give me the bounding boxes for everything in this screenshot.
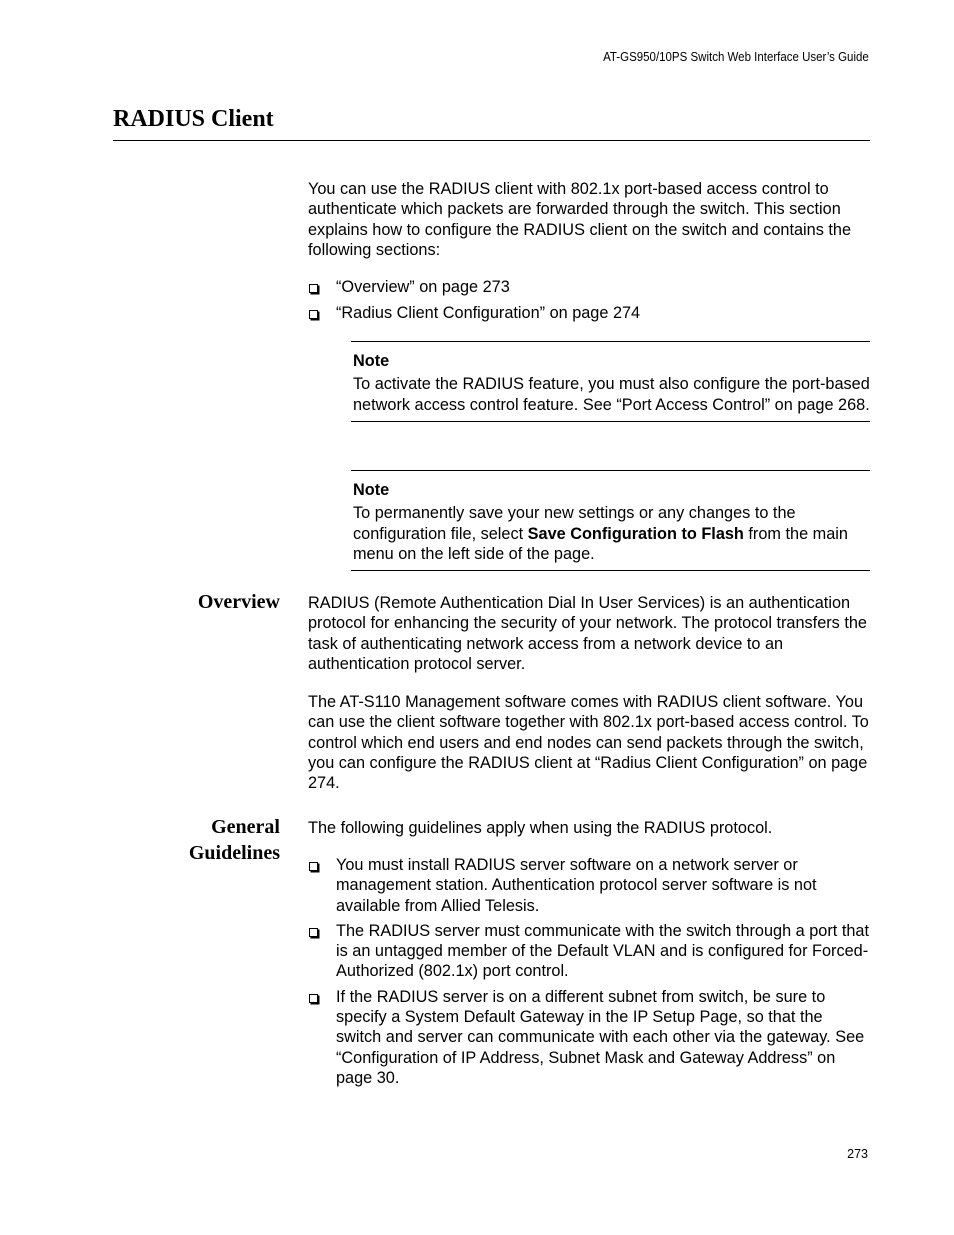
checkbox-bullet-icon [309, 310, 318, 319]
overview-paragraph: RADIUS (Remote Authentication Dial In User Services) is an authentication protocol for enhancing the security of your network. The protocol transfers the task of authenticating network access from a network device to an authentication protocol server. [308, 594, 867, 673]
intro-section [308, 179, 870, 260]
intro-bullet-list [308, 277, 870, 324]
note-box [351, 470, 870, 571]
guidelines-bullet-list [308, 855, 870, 1088]
list-item [308, 855, 870, 916]
checkbox-bullet-icon [309, 928, 318, 937]
overview-paragraph: The AT-S110 Management software comes with RADIUS client software. You can use the client software together with 802.1x port-based access control. To control which end users and end nodes can send packets through the switch, you can configure the RADIUS client at “Radius Client Configuration” on page 274. [308, 693, 869, 793]
note-heading: Note [353, 352, 390, 370]
list-item-text: “Radius Client Configuration” on page 274 [336, 304, 641, 323]
note-text: To activate the RADIUS feature, you must also configure the port-based network access control feature. See “Port Access Control” on page 268. [353, 375, 870, 414]
chapter-title: RADIUS Client [113, 106, 274, 132]
list-item [308, 921, 870, 982]
guidelines-heading-line: Guidelines [188, 842, 280, 864]
note-box [351, 341, 870, 422]
list-item-text: You must install RADIUS server software on a network server or management station. Authentication protocol server software is not available from Allied Telesis. [336, 856, 817, 915]
list-item-text: If the RADIUS server is on a different subnet from switch, be sure to specify a System Default Gateway in the IP Setup Page, so that the switch and server can communicate with each other via the gateway. See “Configuration of IP Address, Subnet Mask and Gateway Address” on page 30. [336, 987, 865, 1087]
list-item [308, 277, 870, 297]
guidelines-heading-line: General [211, 816, 280, 838]
list-item-text: The RADIUS server must communicate with the switch through a port that is an untagged member of the Default VLAN and is configured for Forced-Authorized (802.1x) port control. [336, 921, 869, 981]
guidelines-intro-text: The following guidelines apply when using the RADIUS protocol. [308, 819, 773, 837]
list-item [308, 987, 870, 1088]
checkbox-bullet-icon [309, 862, 318, 871]
guidelines-intro [308, 818, 870, 838]
menu-item-reference: Save Configuration to Flash [527, 524, 744, 543]
list-item-text: “Overview” on page 273 [336, 278, 510, 296]
intro-paragraph: You can use the RADIUS client with 802.1x port-based access control to authenticate which packets are forwarded through the switch. This section explains how to configure the RADIUS client on the switch and contains the following sections: [308, 180, 852, 259]
list-item [308, 303, 870, 323]
note-text-end: from the main menu on the left side of the page. [353, 524, 848, 563]
checkbox-bullet-icon [309, 284, 318, 293]
guidelines-heading [189, 814, 280, 866]
note-heading: Note [353, 481, 390, 499]
overview-section [308, 593, 870, 794]
note-text-start: To permanently save your new settings or any changes to the configuration file, select [353, 504, 796, 543]
note-text [353, 503, 870, 564]
page-number: 273 [847, 1147, 868, 1161]
checkbox-bullet-icon [309, 994, 318, 1003]
running-header: AT-GS950/10PS Switch Web Interface User’s Guide [603, 50, 869, 64]
overview-heading: Overview [197, 591, 280, 613]
title-rule [113, 140, 870, 141]
